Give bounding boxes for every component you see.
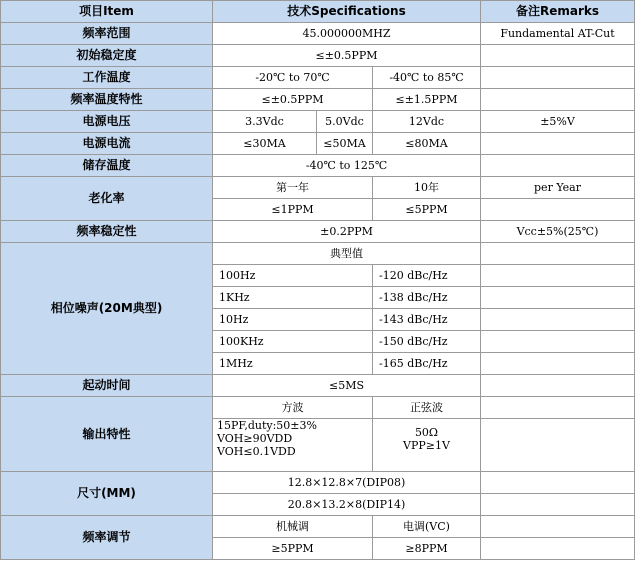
value-init-stability: ≤±0.5PPM <box>213 45 481 67</box>
row-supply-voltage <box>1 111 635 133</box>
aging-first-year: 第一年 <box>213 177 373 199</box>
header-remarks: 备注Remarks <box>481 1 635 23</box>
label-supply-current: 电源电流 <box>1 133 213 155</box>
value-storage-temp: -40℃ to 125℃ <box>213 155 481 177</box>
label-phase-noise: 相位噪声(20M典型) <box>1 243 213 375</box>
row-size-1 <box>1 472 635 494</box>
remark-empty <box>481 287 635 309</box>
value-supply-current-b: ≤50MA <box>317 133 373 155</box>
label-freq-range: 频率范围 <box>1 23 213 45</box>
remark-empty <box>481 494 635 516</box>
header-row <box>1 1 635 23</box>
freq-adjust-mech: 机械调 <box>213 516 373 538</box>
row-freq-adjust-head <box>1 516 635 538</box>
row-init-stability <box>1 45 635 67</box>
value-temp-char-b: ≤±1.5PPM <box>373 89 481 111</box>
output-sine-spec <box>373 419 481 472</box>
label-storage-temp: 储存温度 <box>1 155 213 177</box>
phase-noise-offset: 100KHz <box>213 331 373 353</box>
header-spec: 技术Specifications <box>213 1 481 23</box>
row-freq-range <box>1 23 635 45</box>
row-storage-temp <box>1 155 635 177</box>
value-supply-voltage-c: 12Vdc <box>373 111 481 133</box>
value-op-temp-b: -40℃ to 85℃ <box>373 67 481 89</box>
remark-empty <box>481 538 635 560</box>
label-size: 尺寸(MM) <box>1 472 213 516</box>
freq-adjust-elec: 电调(VC) <box>373 516 481 538</box>
output-sine-line2: VPP≥1V <box>403 438 450 452</box>
aging-ten-year: 10年 <box>373 177 481 199</box>
output-sine-line1: 50Ω <box>414 425 439 439</box>
phase-noise-level: -138 dBc/Hz <box>373 287 481 309</box>
size-dip14: 20.8×13.2×8(DIP14) <box>213 494 481 516</box>
label-output: 输出特性 <box>1 397 213 472</box>
remark-aging-empty <box>481 199 635 221</box>
remark-init-stability <box>481 45 635 67</box>
output-square-line1: 15PF,duty:50±3% <box>217 419 317 432</box>
label-freq-adjust: 频率调节 <box>1 516 213 560</box>
aging-first-year-value: ≤1PPM <box>213 199 373 221</box>
size-dip08: 12.8×12.8×7(DIP08) <box>213 472 481 494</box>
value-supply-voltage-a: 3.3Vdc <box>213 111 317 133</box>
remark-empty <box>481 265 635 287</box>
remark-output <box>481 397 635 419</box>
output-square: 方波 <box>213 397 373 419</box>
row-aging-head <box>1 177 635 199</box>
label-freq-stability: 频率稳定性 <box>1 221 213 243</box>
phase-noise-typical: 典型值 <box>213 243 481 265</box>
phase-noise-level: -143 dBc/Hz <box>373 309 481 331</box>
row-freq-stability <box>1 221 635 243</box>
remark-empty <box>481 309 635 331</box>
remark-empty <box>481 353 635 375</box>
label-aging: 老化率 <box>1 177 213 221</box>
remark-size <box>481 472 635 494</box>
remark-empty <box>481 331 635 353</box>
value-freq-stability: ±0.2PPM <box>213 221 481 243</box>
remark-supply-current <box>481 133 635 155</box>
phase-noise-level: -150 dBc/Hz <box>373 331 481 353</box>
remark-phase-noise <box>481 243 635 265</box>
label-op-temp: 工作温度 <box>1 67 213 89</box>
label-init-stability: 初始稳定度 <box>1 45 213 67</box>
value-op-temp-a: -20℃ to 70℃ <box>213 67 373 89</box>
phase-noise-offset: 100Hz <box>213 265 373 287</box>
value-startup: ≤5MS <box>213 375 481 397</box>
phase-noise-offset: 1MHz <box>213 353 373 375</box>
aging-ten-year-value: ≤5PPM <box>373 199 481 221</box>
phase-noise-level: -120 dBc/Hz <box>373 265 481 287</box>
row-phase-noise-head <box>1 243 635 265</box>
label-temp-char: 频率温度特性 <box>1 89 213 111</box>
value-temp-char-a: ≤±0.5PPM <box>213 89 373 111</box>
freq-adjust-mech-value: ≥5PPM <box>213 538 373 560</box>
row-startup <box>1 375 635 397</box>
output-sine: 正弦波 <box>373 397 481 419</box>
remark-aging: per Year <box>481 177 635 199</box>
phase-noise-offset: 1KHz <box>213 287 373 309</box>
row-output-head <box>1 397 635 419</box>
remark-empty <box>481 419 635 472</box>
remark-supply-voltage: ±5%V <box>481 111 635 133</box>
remark-startup <box>481 375 635 397</box>
remark-temp-char <box>481 89 635 111</box>
remark-freq-adjust <box>481 516 635 538</box>
output-square-line2: VOH≥90VDD VOH≤0.1VDD <box>217 432 296 458</box>
value-supply-voltage-b: 5.0Vdc <box>317 111 373 133</box>
header-item: 项目Item <box>1 1 213 23</box>
row-supply-current <box>1 133 635 155</box>
value-supply-current-c: ≤80MA <box>373 133 481 155</box>
remark-op-temp <box>481 67 635 89</box>
remark-freq-stability: Vcc±5%(25℃) <box>481 221 635 243</box>
output-square-spec <box>213 419 373 472</box>
remark-storage-temp <box>481 155 635 177</box>
phase-noise-level: -165 dBc/Hz <box>373 353 481 375</box>
label-startup: 起动时间 <box>1 375 213 397</box>
freq-adjust-elec-value: ≥8PPM <box>373 538 481 560</box>
row-temp-char <box>1 89 635 111</box>
phase-noise-offset: 10Hz <box>213 309 373 331</box>
row-op-temp <box>1 67 635 89</box>
value-freq-range: 45.000000MHZ <box>213 23 481 45</box>
value-supply-current-a: ≤30MA <box>213 133 317 155</box>
label-supply-voltage: 电源电压 <box>1 111 213 133</box>
remark-freq-range: Fundamental AT-Cut <box>481 23 635 45</box>
